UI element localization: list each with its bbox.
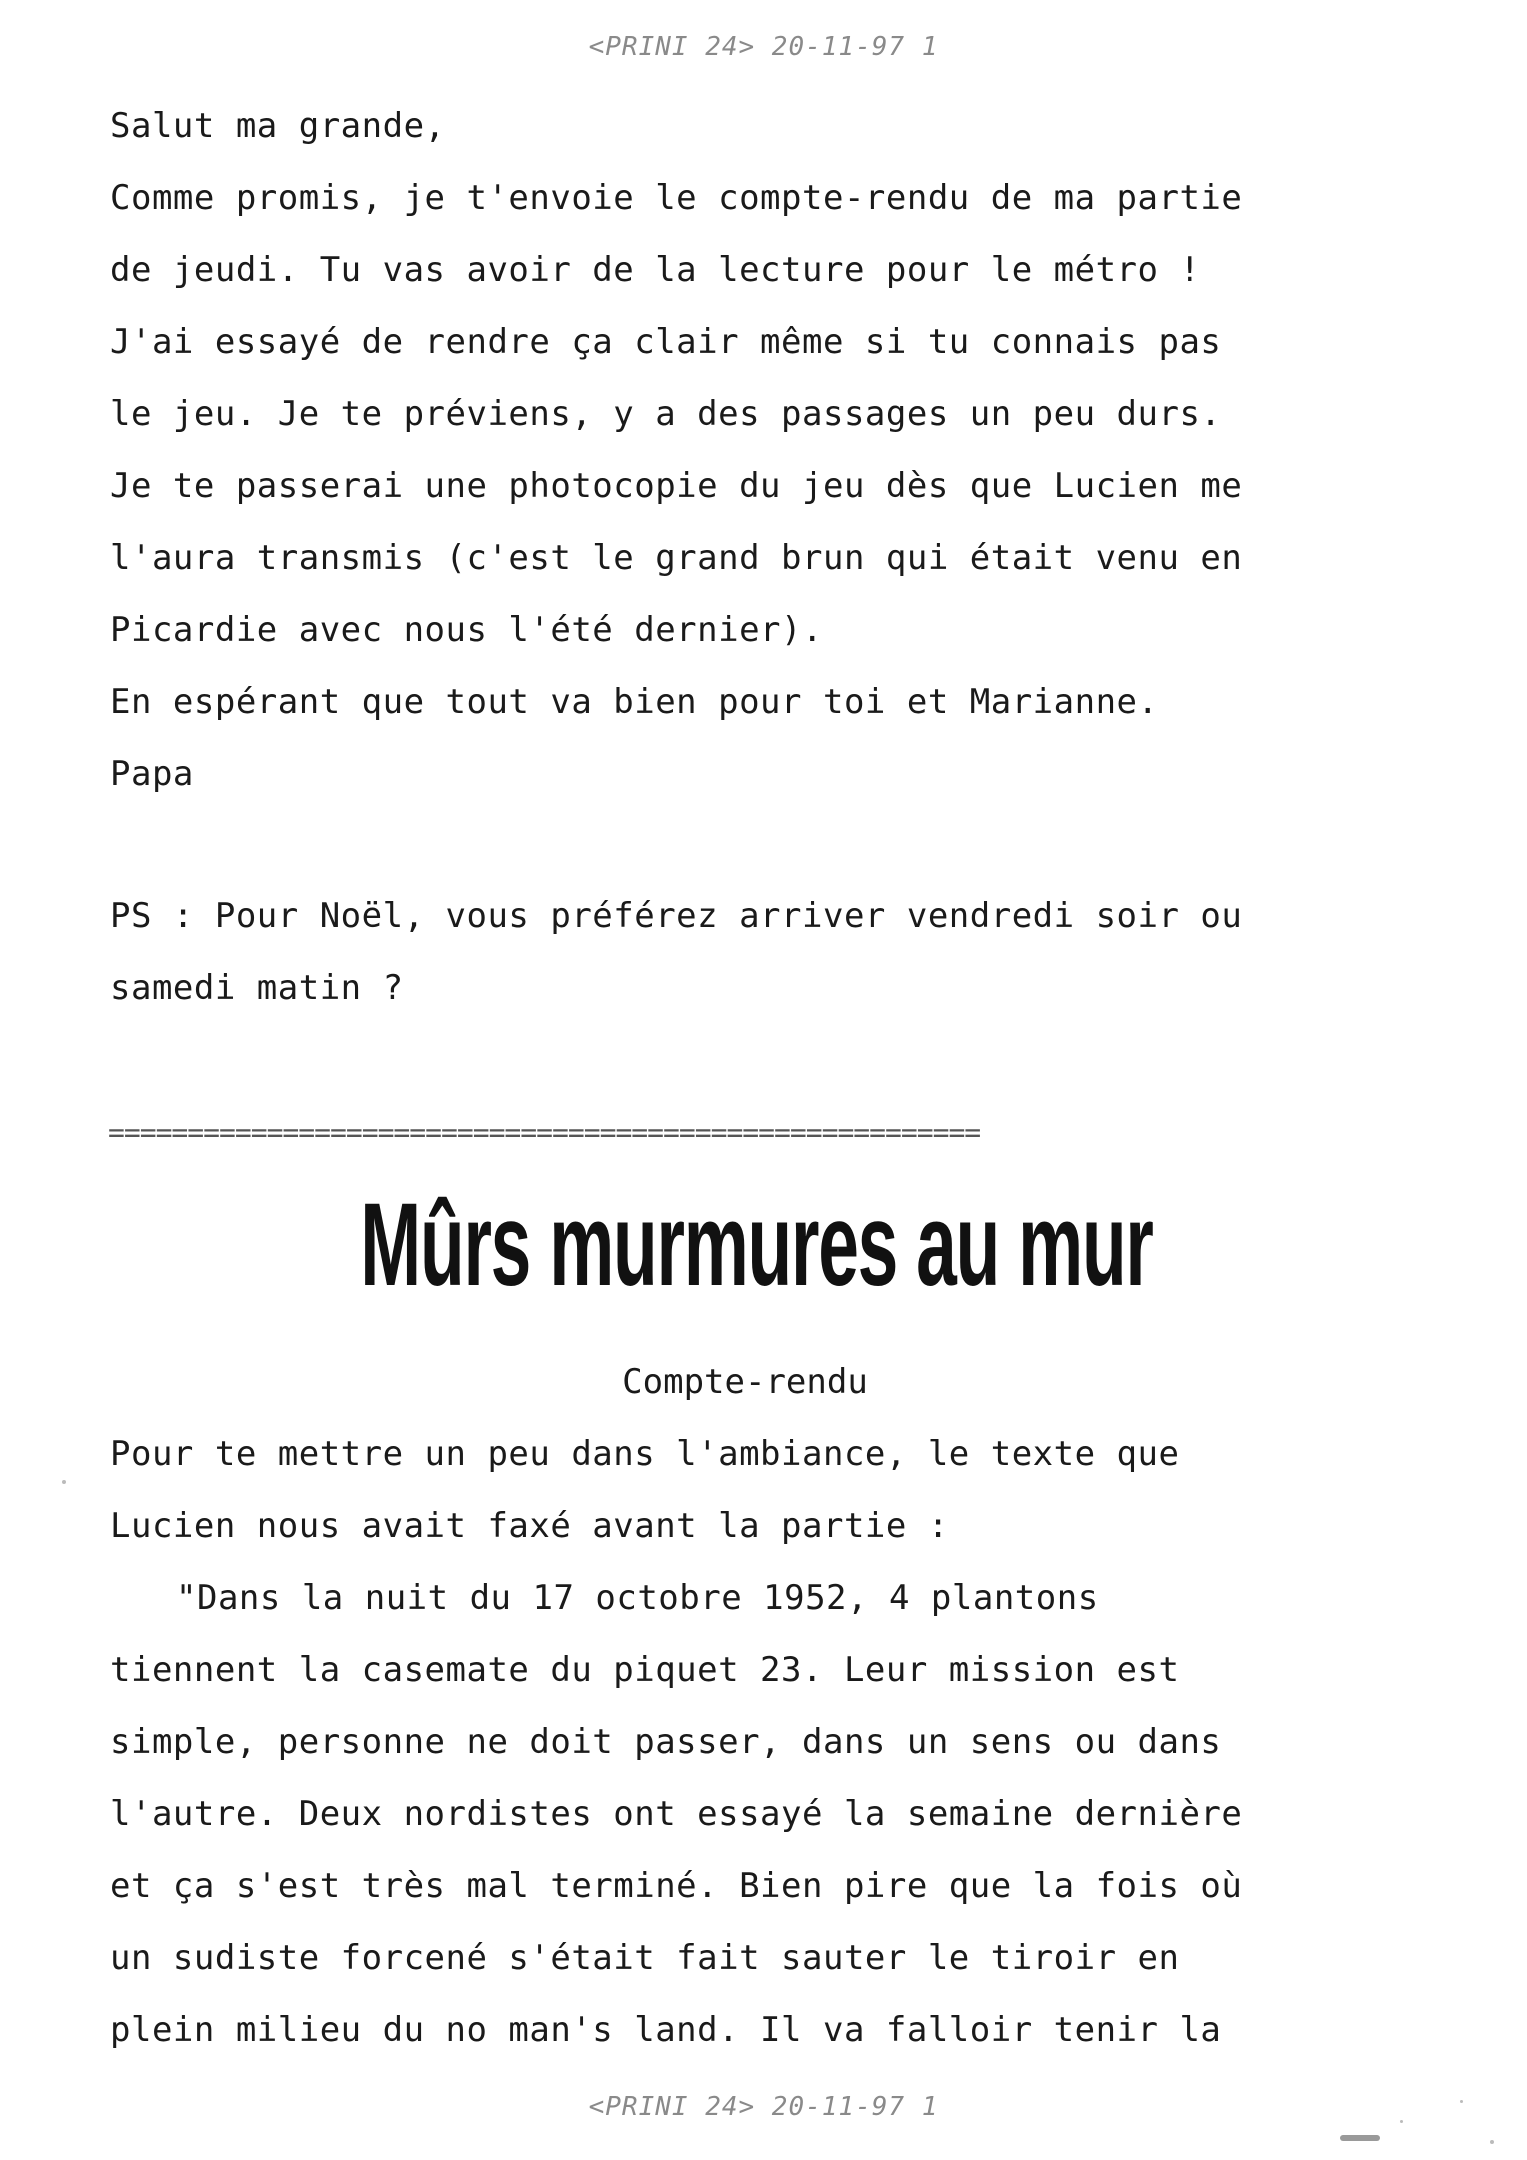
body-line: Pour te mettre un peu dans l'ambiance, le texte que [110,1434,1180,1474]
letter-line: Je te passerai une photocopie du jeu dès que Lucien me [110,466,1243,506]
letter-line: En espérant que tout va bien pour toi et Marianne. [110,682,1159,722]
document-subtitle: Compte-rendu [622,1362,868,1402]
letter-signature: Papa [110,754,194,794]
scan-speck [1400,2120,1403,2123]
page-footer: <PRINI 24> 20-11-97 1 [588,2092,939,2122]
letter-line: l'aura transmis (c'est le grand brun qui était venu en [110,538,1243,578]
postscript-block [110,880,1390,1024]
body-line: tiennent la casemate du piquet 23. Leur mission est [110,1650,1180,1690]
scan-speck [1490,2140,1494,2144]
body-line: l'autre. Deux nordistes ont essayé la semaine dernière [110,1794,1243,1834]
section-separator: ======================================================= [108,1116,981,1149]
scan-speck [1340,2135,1380,2141]
scan-speck [1460,2100,1463,2103]
letter-line: Picardie avec nous l'été dernier). [110,610,823,650]
body-line: simple, personne ne doit passer, dans un sens ou dans [110,1722,1222,1762]
body-line: plein milieu du no man's land. Il va falloir tenir la [110,2010,1222,2050]
letter-line: Salut ma grande, [110,106,446,146]
page-header: <PRINI 24> 20-11-97 1 [588,32,939,62]
postscript-line: samedi matin ? [110,968,404,1008]
body-line: un sudiste forcené s'était fait sauter le tiroir en [110,1938,1180,1978]
letter-line: de jeudi. Tu vas avoir de la lecture pour le métro ! [110,250,1201,290]
body-line-quote-start: "Dans la nuit du 17 octobre 1952, 4 plantons [176,1578,1099,1618]
scan-speck [62,1480,66,1484]
letter-line: le jeu. Je te préviens, y a des passages un peu durs. [110,394,1222,434]
letter-line: J'ai essayé de rendre ça clair même si tu connais pas [110,322,1222,362]
letter-line: Comme promis, je t'envoie le compte-rendu de ma partie [110,178,1243,218]
letter-block [110,90,1390,810]
document-title: Mûrs murmures au mur [360,1179,1153,1311]
postscript-line: PS : Pour Noël, vous préférez arriver vendredi soir ou [110,896,1243,936]
body-line: Lucien nous avait faxé avant la partie : [110,1506,949,1546]
body-line: et ça s'est très mal terminé. Bien pire que la fois où [110,1866,1243,1906]
body-text-block [110,1418,1390,2066]
